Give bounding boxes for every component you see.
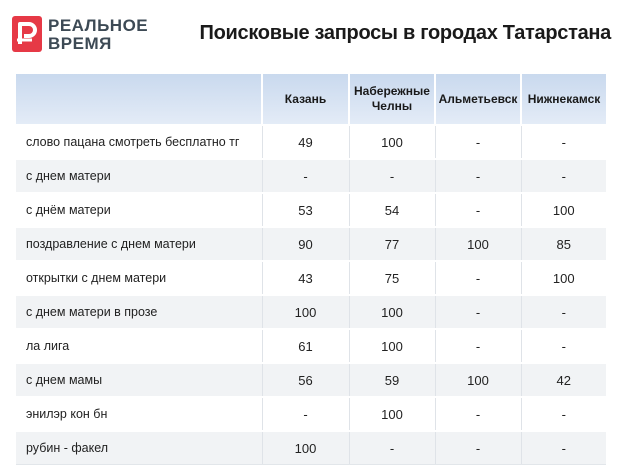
value-cell: - (349, 159, 435, 193)
value-cell: - (435, 159, 521, 193)
header-cell-almetyevsk: Альметьевск (435, 74, 521, 125)
table-row (16, 227, 606, 261)
value-cell: 100 (349, 125, 435, 159)
value-cell: 54 (349, 193, 435, 227)
value-cell: 43 (262, 261, 349, 295)
value-cell: 75 (349, 261, 435, 295)
table-row (16, 295, 606, 329)
value-cell: 90 (262, 227, 349, 261)
query-cell: энилэр кон бн (16, 397, 262, 431)
table-row (16, 431, 606, 465)
header-cell-naberezhnye-chelny: Набережные Челны (349, 74, 435, 125)
data-table-wrap (16, 74, 606, 465)
value-cell: 100 (435, 363, 521, 397)
value-cell: 56 (262, 363, 349, 397)
table-row (16, 125, 606, 159)
value-cell: - (349, 431, 435, 465)
brand-mark-icon (12, 16, 42, 52)
value-cell: 77 (349, 227, 435, 261)
header-cell-kazan: Казань (262, 74, 349, 125)
query-cell: рубин - факел (16, 431, 262, 465)
table-row (16, 363, 606, 397)
value-cell: 53 (262, 193, 349, 227)
value-cell: - (435, 431, 521, 465)
header-cell-nizhnekamsk: Нижнекамск (521, 74, 606, 125)
value-cell: 100 (262, 295, 349, 329)
brand-line-2: ВРЕМЯ (48, 34, 112, 53)
value-cell: - (521, 431, 606, 465)
value-cell: - (435, 261, 521, 295)
value-cell: - (521, 397, 606, 431)
table-row (16, 193, 606, 227)
value-cell: 61 (262, 329, 349, 363)
value-cell: 100 (262, 431, 349, 465)
value-cell: 42 (521, 363, 606, 397)
value-cell: 49 (262, 125, 349, 159)
value-cell: - (521, 159, 606, 193)
value-cell: - (435, 193, 521, 227)
data-table (16, 74, 606, 465)
value-cell: - (435, 295, 521, 329)
value-cell: - (435, 397, 521, 431)
table-row (16, 159, 606, 193)
value-cell: 100 (349, 329, 435, 363)
value-cell: 100 (521, 193, 606, 227)
value-cell: - (262, 159, 349, 193)
query-cell: с днем мамы (16, 363, 262, 397)
header-row (16, 74, 606, 125)
query-cell: слово пацана смотреть бесплатно тг (16, 125, 262, 159)
query-cell: ла лига (16, 329, 262, 363)
value-cell: 100 (349, 295, 435, 329)
table-row (16, 261, 606, 295)
value-cell: 59 (349, 363, 435, 397)
query-cell: с днём матери (16, 193, 262, 227)
table-row (16, 397, 606, 431)
value-cell: 100 (435, 227, 521, 261)
value-cell: 100 (349, 397, 435, 431)
brand-logo (12, 14, 162, 54)
table-row (16, 329, 606, 363)
table-header (16, 74, 606, 125)
value-cell: - (521, 295, 606, 329)
value-cell: - (262, 397, 349, 431)
brand-line-1: РЕАЛЬНОЕ (48, 16, 149, 35)
table-body (16, 125, 606, 465)
query-cell: с днем матери в прозе (16, 295, 262, 329)
value-cell: 85 (521, 227, 606, 261)
query-cell: поздравление с днем матери (16, 227, 262, 261)
value-cell: - (435, 125, 521, 159)
value-cell: - (521, 329, 606, 363)
chart-title: Поисковые запросы в городах Татарстана (199, 22, 611, 44)
value-cell: - (521, 125, 606, 159)
query-cell: открытки с днем матери (16, 261, 262, 295)
header-cell-query (16, 74, 262, 125)
query-cell: с днем матери (16, 159, 262, 193)
value-cell: 100 (521, 261, 606, 295)
value-cell: - (435, 329, 521, 363)
brand-wordmark (48, 17, 148, 53)
